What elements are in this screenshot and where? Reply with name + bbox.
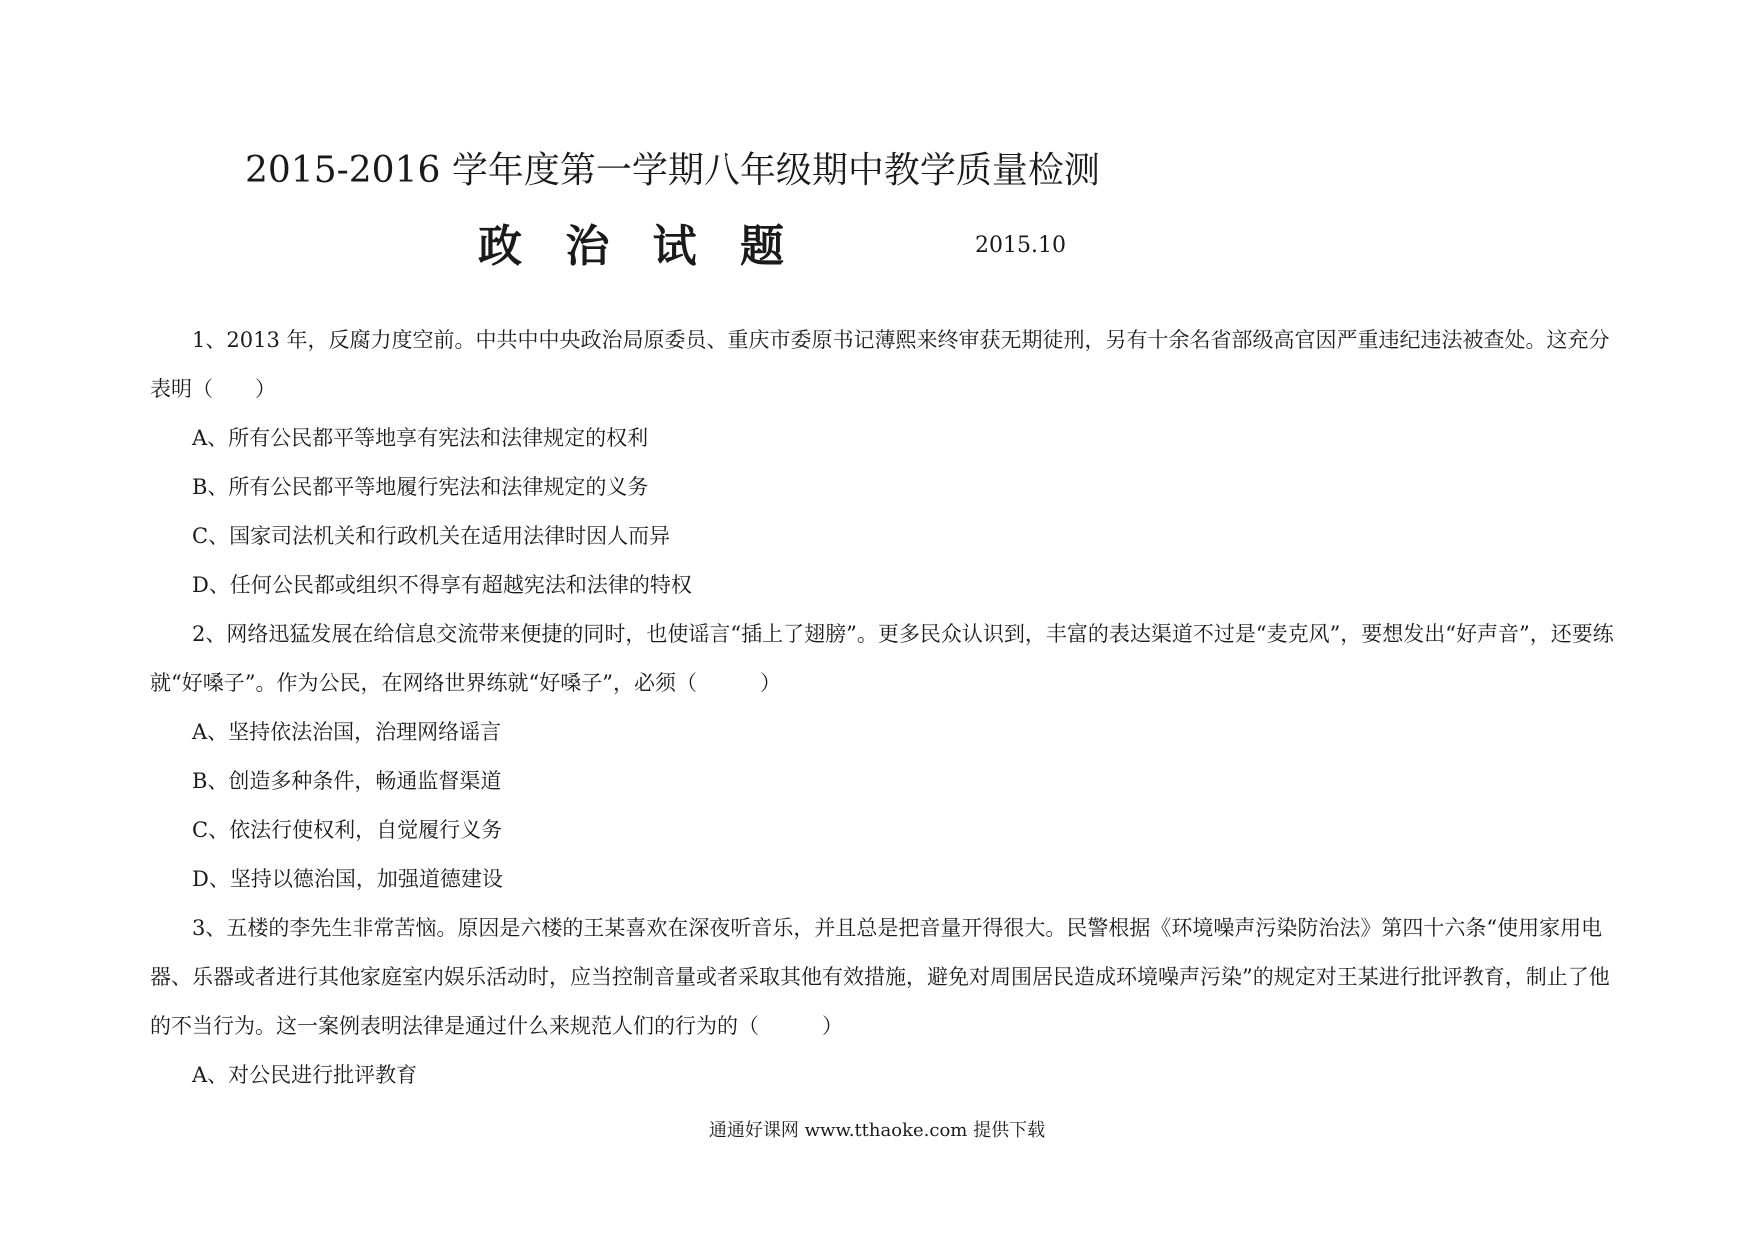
option-b: B、创造多种条件，畅通监督渠道 — [192, 769, 502, 793]
option-c: C、依法行使权利，自觉履行义务 — [192, 818, 503, 842]
question-3 — [150, 904, 1620, 1100]
exam-title: 2015-2016 学年度第一学期八年级期中教学质量检测 — [245, 150, 1100, 191]
option-c: C、国家司法机关和行政机关在适用法律时因人而异 — [192, 524, 671, 548]
option-b: B、所有公民都平等地履行宪法和法律规定的义务 — [192, 475, 649, 499]
option-a: A、对公民进行批评教育 — [192, 1063, 418, 1087]
option-d: D、任何公民都或组织不得享有超越宪法和法律的特权 — [192, 573, 692, 597]
exam-date: 2015.10 — [975, 233, 1066, 258]
option-a: A、所有公民都平等地享有宪法和法律规定的权利 — [192, 426, 649, 450]
exam-subtitle: 政 治 试 题 — [478, 221, 798, 272]
question-text: 1、2013 年，反腐力度空前。中共中中央政治局原委员、重庆市委原书记薄熙来终审获无期徒刑，另有十余名省部级高官因严重违纪违法被查处。这充分表明（ ） — [150, 328, 1610, 401]
question-list — [150, 316, 1620, 1100]
question-text: 2、网络迅猛发展在给信息交流带来便捷的同时，也使谣言“插上了翅膀”。更多民众认识到，丰富的表达渠道不过是“麦克风”，要想发出“好声音”，还要练就“好嗓子”。作为公民，在网络世界练就“好嗓子”，必须（ ） — [150, 622, 1614, 695]
question-text: 3、五楼的李先生非常苦恼。原因是六楼的王某喜欢在深夜听音乐，并且总是把音量开得很大。民警根据《环境噪声污染防治法》第四十六条“使用家用电器、乐器或者进行其他家庭室内娱乐活动时，应当控制音量或者采取其他有效措施，避免对周围居民造成环境噪声污染”的规定对王某进行批评教育，制止了他的不当行为。这一案例表明法律是通过什么来规范人们的行为的（ ） — [150, 916, 1610, 1038]
question-1 — [150, 316, 1620, 610]
question-2 — [150, 610, 1620, 904]
option-d: D、坚持以德治国，加强道德建设 — [192, 867, 503, 891]
footer-source: 通通好课网 www.tthaoke.com 提供下载 — [708, 1120, 1046, 1141]
option-a: A、坚持依法治国，治理网络谣言 — [192, 720, 502, 744]
